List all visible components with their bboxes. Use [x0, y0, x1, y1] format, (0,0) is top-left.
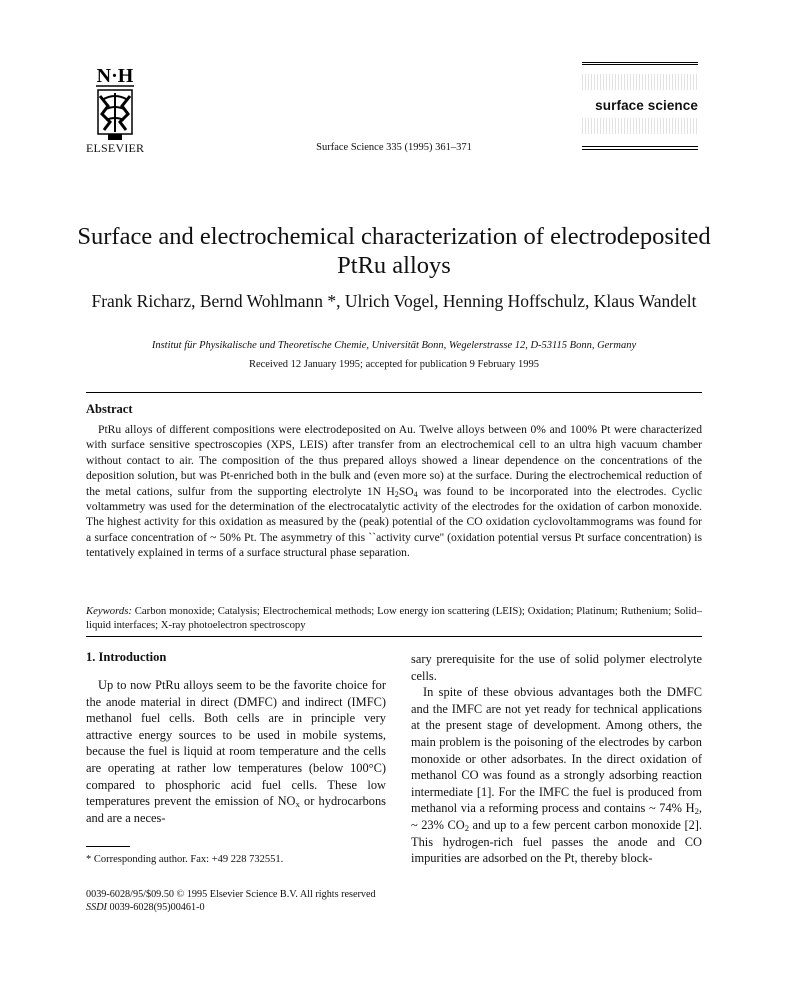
received-dates: Received 12 January 1995; accepted for publication 9 February 1995	[248, 359, 540, 370]
journal-citation: Surface Science 335 (1995) 361–371	[316, 142, 472, 153]
paragraph: In spite of these obvious advantages both the DMFC and the IMFC are not yet ready for technical applications at the present stage of development. Among others, the main problem is the poisoning of the electrodes by carbon monoxide or other adsorbates. In the direct oxidation of methanol CO was found as a strongly adsorbing reaction intermediate [1]. For the IMFC the fuel is produced from methanol via a reforming process and contains ~ 74% $H_2$, ~ 23% $CO_2$ and up to a few percent carbon monoxide [2]. This hydrogen-rich fuel passes the anode and CO impurities are adsorbed on the Pt, thereby block-	[411, 685, 702, 866]
abstract-heading: Abstract	[86, 402, 133, 416]
keywords-label: Keywords:	[86, 605, 132, 617]
footnote: * Corresponding author. Fax: +49 228 732551.	[86, 854, 284, 865]
publisher-name: ELSEVIER	[86, 141, 145, 155]
svg-text:N·H: N·H	[96, 65, 134, 87]
copyright-line: 0039-6028/95/$09.50 © 1995 Elsevier Science B.V. All rights reserved	[86, 889, 376, 900]
journal-name: surface science	[595, 98, 698, 113]
author-list: Frank Richarz, Bernd Wohlmann *, Ulrich Vogel, Henning Hoffschulz, Klaus Wandelt	[91, 291, 697, 311]
section-heading: 1. Introduction	[86, 650, 167, 664]
abstract-text: PtRu alloys of different compositions were electrodeposited on Au. Twelve alloys between 0% and 100% Pt were characterized with surface sensitive spectroscopies (XPS, LEIS) after transfer from an electrochemical cell to an ultra high vacuum chamber without contact to air. The composition of the thus prepared alloys showed a linear dependence on the concentrations of the deposition solution, but was Pt-enriched both in the bulk and (even more so) at the surface. During the electrochemical reduction of the metal cations, sulfur from the supporting electrolyte 1N $H_2SO_4$ was found to be incorporated into the electrodes. Cyclic voltammetry was used for the determination of the electrocatalytic activity of the electrodes for the oxidation of carbon monoxide. The highest activity for this oxidation as measured by the (peak) potential of the CO oxidation cyclovoltammograms was found for a surface concentration of ~ 50% Pt. The asymmetry of this ``activity curve'' (oxidation potential versus Pt surface concentration) is tentatively explained in terms of a surface structural phase separation.	[86, 423, 702, 560]
divider	[86, 392, 702, 393]
elsevier-logo	[84, 62, 146, 148]
divider	[86, 636, 702, 637]
footnote-rule	[86, 846, 130, 847]
ssdi-line: SSDI 0039-6028(95)00461-0	[86, 902, 205, 913]
keywords: Keywords: Carbon monoxide; Catalysis; Electrochemical methods; Low energy ion scattering (LEIS); Oxidation; Platinum; Ruthenium; Solid–liquid interfaces; X-ray photoelectron spectroscopy	[86, 605, 702, 632]
body-column-left: Up to now PtRu alloys seem to be the favorite choice for the anode material in direct (DMFC) and indirect (IMFC) methanol fuel cells. Both cells are in principle very attractive energy sources to be used in mobile systems, because the fuel is liquid at room temperature and the cells are operating at rather low temperatures (below 100°C) compared to phosphoric acid fuel cells. These low temperatures prevent the emission of $NO_x$ or hydrocarbons and are a neces-	[86, 678, 386, 825]
journal-banner	[582, 62, 698, 152]
affiliation: Institut für Physikalische und Theoretische Chemie, Universität Bonn, Wegelerstrasse 12, D-53115 Bonn, Germany	[151, 340, 637, 351]
copyright-block	[86, 888, 376, 914]
paragraph: sary prerequisite for the use of solid polymer electrolyte cells.	[411, 652, 702, 683]
body-column-right	[411, 651, 702, 867]
article-title: Surface and electrochemical characterization of electrodeposited PtRu alloys	[77, 223, 711, 279]
